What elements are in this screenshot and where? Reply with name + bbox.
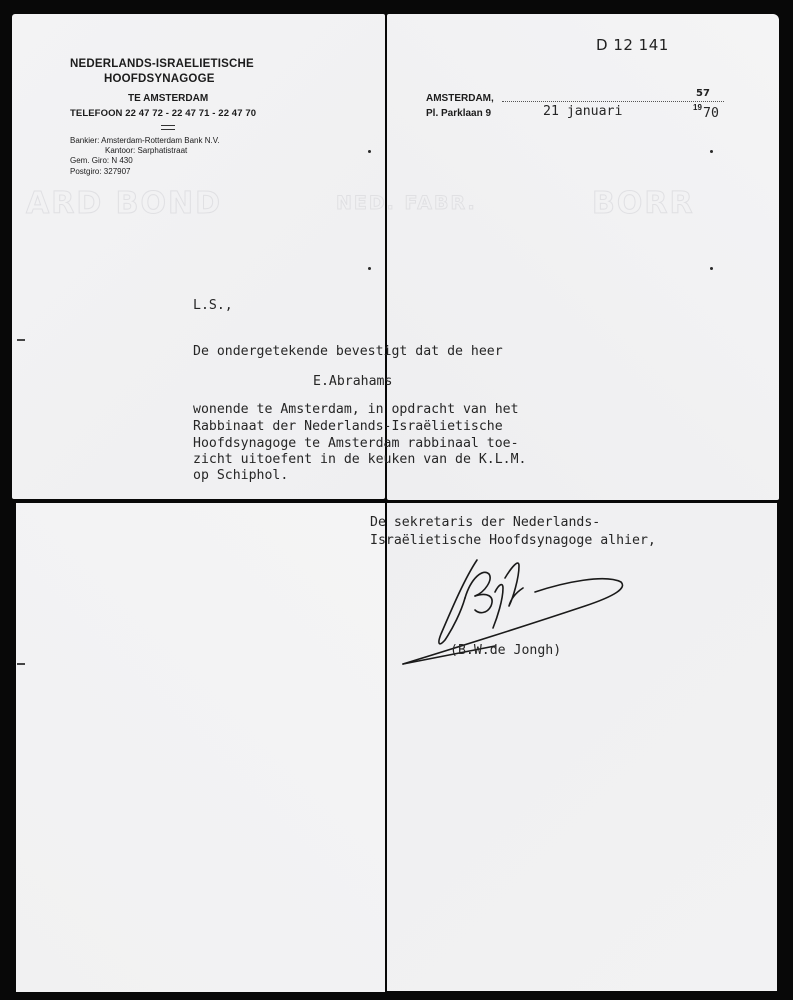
body-line: Hoofdsynagoge te Amsterdam rabbinaal toe- xyxy=(193,436,519,451)
fold-dot xyxy=(710,150,713,153)
letterhead-postgiro: Postgiro: 327907 xyxy=(70,167,131,176)
letterhead-organization-line2: HOOFDSYNAGOGE xyxy=(104,73,215,85)
fold-dot xyxy=(710,267,713,270)
letterhead-bank: Bankier: Amsterdam-Rotterdam Bank N.V. xyxy=(70,136,220,145)
salutation: L.S., xyxy=(193,298,233,313)
letterhead-giro: Gem. Giro: N 430 xyxy=(70,156,133,165)
letterhead-divider xyxy=(161,129,175,130)
paper-panel-bottom-left xyxy=(16,503,385,992)
address-city: AMSTERDAM, xyxy=(426,93,494,104)
body-line: zicht uitoefent in de keuken van de K.L.M. xyxy=(193,452,527,467)
closing-line: De sekretaris der Nederlands- xyxy=(370,515,601,530)
watermark-emboss-left: ARD BOND xyxy=(26,186,223,221)
signatory-name: (B.W.de Jongh) xyxy=(450,643,562,658)
fold-dot xyxy=(368,267,371,270)
body-line: op Schiphol. xyxy=(193,468,289,483)
letterhead-organization-line1: NEDERLANDS-ISRAELIETISCHE xyxy=(70,58,254,70)
hebrew-year-annotation: 57 xyxy=(696,88,710,99)
watermark-emboss-right: BORR xyxy=(592,186,695,221)
punch-mark xyxy=(17,663,25,665)
body-line: Rabbinaat der Nederlands-Israëlietische xyxy=(193,419,503,434)
letterhead-divider xyxy=(161,125,175,126)
address-street: Pl. Parklaan 9 xyxy=(426,108,492,119)
letterhead-city: TE AMSTERDAM xyxy=(128,93,209,104)
letterhead-bank-office: Kantoor: Sarphatistraat xyxy=(105,146,188,155)
date-typed: 21 januari xyxy=(543,104,623,119)
body-line: wonende te Amsterdam, in opdracht van het xyxy=(193,402,519,417)
printed-year-prefix: 19 xyxy=(693,103,702,112)
date-dotted-line xyxy=(502,101,724,102)
person-name: E.Abrahams xyxy=(313,374,393,389)
letterhead-phone: TELEFOON 22 47 72 - 22 47 71 - 22 47 70 xyxy=(70,108,257,119)
intro-line: De ondergetekende bevestigt dat de heer xyxy=(193,344,503,359)
date-year-typed: 70 xyxy=(703,106,719,121)
closing-line: Israëlietische Hoofdsynagoge alhier, xyxy=(370,533,656,548)
punch-mark xyxy=(17,339,25,341)
fold-dot xyxy=(368,150,371,153)
archive-reference: D 12 141 xyxy=(596,36,669,54)
watermark-emboss-middle: NED. FABR. xyxy=(336,192,477,214)
